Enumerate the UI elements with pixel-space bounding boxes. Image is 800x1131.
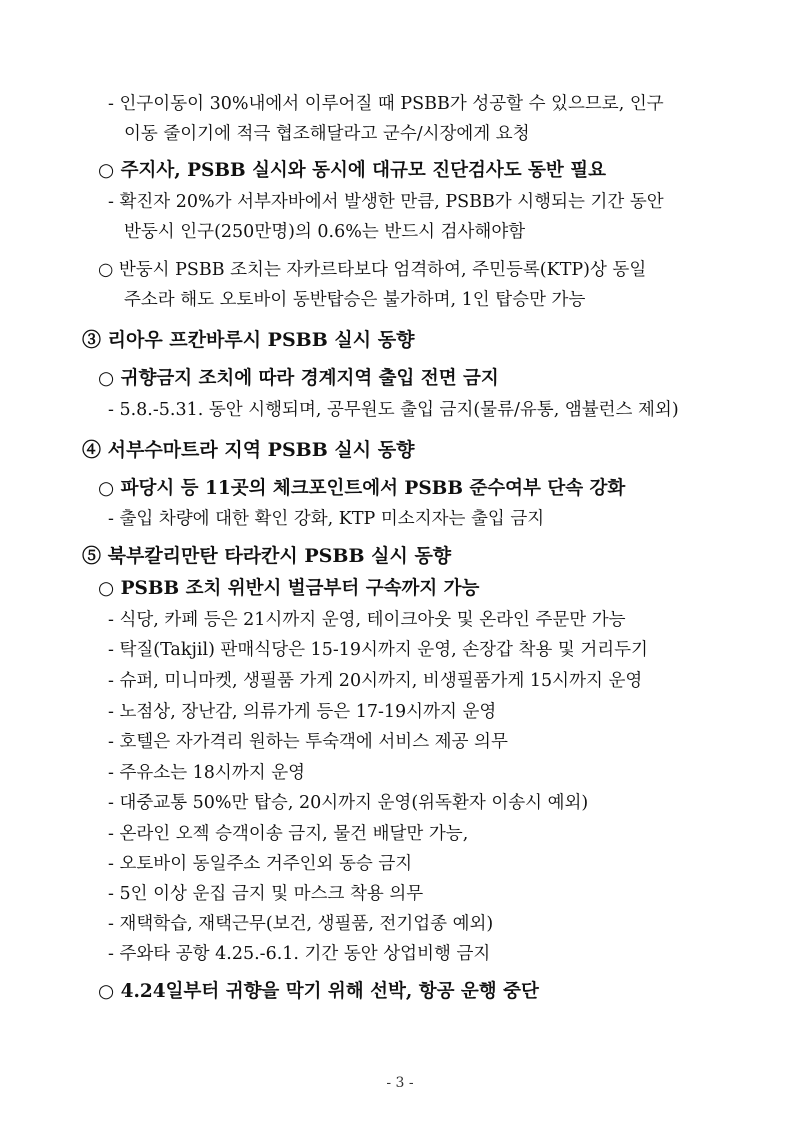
page-number: - 3 - <box>386 1075 414 1091</box>
body-line-6: - 5.8.-5.31. 동안 시행되며, 공무원도 출입 금지(물류/유통, 앰뷸런스 제외) <box>108 400 679 420</box>
bullet-heading: ○ 파당시 등 11곳의 체크포인트에서 PSBB 준수여부 단속 강화 <box>98 478 626 499</box>
list-item: - 재택학습, 재택근무(보건, 생필품, 전기업종 예외) <box>108 914 494 934</box>
body-line-1: - 인구이동이 30%내에서 이루어질 때 PSBB가 성공할 수 있으므로, 인구 <box>108 94 664 114</box>
bullet-item: ○ 반둥시 PSBB 조치는 자카르타보다 엄격하여, 주민등록(KTP)상 동일 <box>98 260 647 280</box>
bullet-heading: ○ 주지사, PSBB 실시와 동시에 대규모 진단검사도 동반 필요 <box>98 160 606 181</box>
list-item: - 노점상, 장난감, 의류가게 등은 17-19시까지 운영 <box>108 702 497 722</box>
section-heading-3: ③ 리아우 프칸바루시 PSBB 실시 동향 <box>82 329 415 351</box>
bullet-heading: ○ PSBB 조치 위반시 벌금부터 구속까지 가능 <box>98 578 480 599</box>
list-item: - 대중교통 50%만 탑승, 20시까지 운영(위독환자 이송시 예외) <box>108 793 589 813</box>
list-item: - 주와타 공항 4.25.-6.1. 기간 동안 상업비행 금지 <box>108 944 491 964</box>
body-line-2: 이동 줄이기에 적극 협조해달라고 군수/시장에게 요청 <box>124 124 530 144</box>
bullet-heading: ○ 4.24일부터 귀향을 막기 위해 선박, 항공 운행 중단 <box>98 981 539 1002</box>
body-line-7: - 출입 차량에 대한 확인 강화, KTP 미소지자는 출입 금지 <box>108 509 545 529</box>
list-item: - 탁질(Takjil) 판매식당은 15-19시까지 운영, 손장갑 착용 및 거리두기 <box>108 640 648 660</box>
list-item: - 5인 이상 운집 금지 및 마스크 착용 의무 <box>108 884 424 904</box>
list-item: - 오토바이 동일주소 거주인외 동승 금지 <box>108 854 413 874</box>
list-item: - 호텔은 자가격리 원하는 투숙객에 서비스 제공 의무 <box>108 732 508 752</box>
body-line-3: - 확진자 20%가 서부자바에서 발생한 만큼, PSBB가 시행되는 기간 동안 <box>108 192 664 212</box>
section-heading-5: ⑤ 북부칼리만탄 타라칸시 PSBB 실시 동향 <box>82 545 452 567</box>
list-item: - 슈퍼, 미니마켓, 생필품 가게 20시까지, 비생필품가게 15시까지 운영 <box>108 671 643 691</box>
section-heading-4: ④ 서부수마트라 지역 PSBB 실시 동향 <box>82 439 415 461</box>
list-item: - 주유소는 18시까지 운영 <box>108 763 306 783</box>
list-item: - 온라인 오젝 승객이송 금지, 물건 배달만 가능, <box>108 824 469 844</box>
body-line-5: 주소라 해도 오토바이 동반탑승은 불가하며, 1인 탑승만 가능 <box>124 290 586 310</box>
body-line-4: 반둥시 인구(250만명)의 0.6%는 반드시 검사해야함 <box>124 222 526 242</box>
bullet-heading: ○ 귀향금지 조치에 따라 경계지역 출입 전면 금지 <box>98 368 499 389</box>
list-item: - 식당, 카페 등은 21시까지 운영, 테이크아웃 및 온라인 주문만 가능 <box>108 610 626 630</box>
